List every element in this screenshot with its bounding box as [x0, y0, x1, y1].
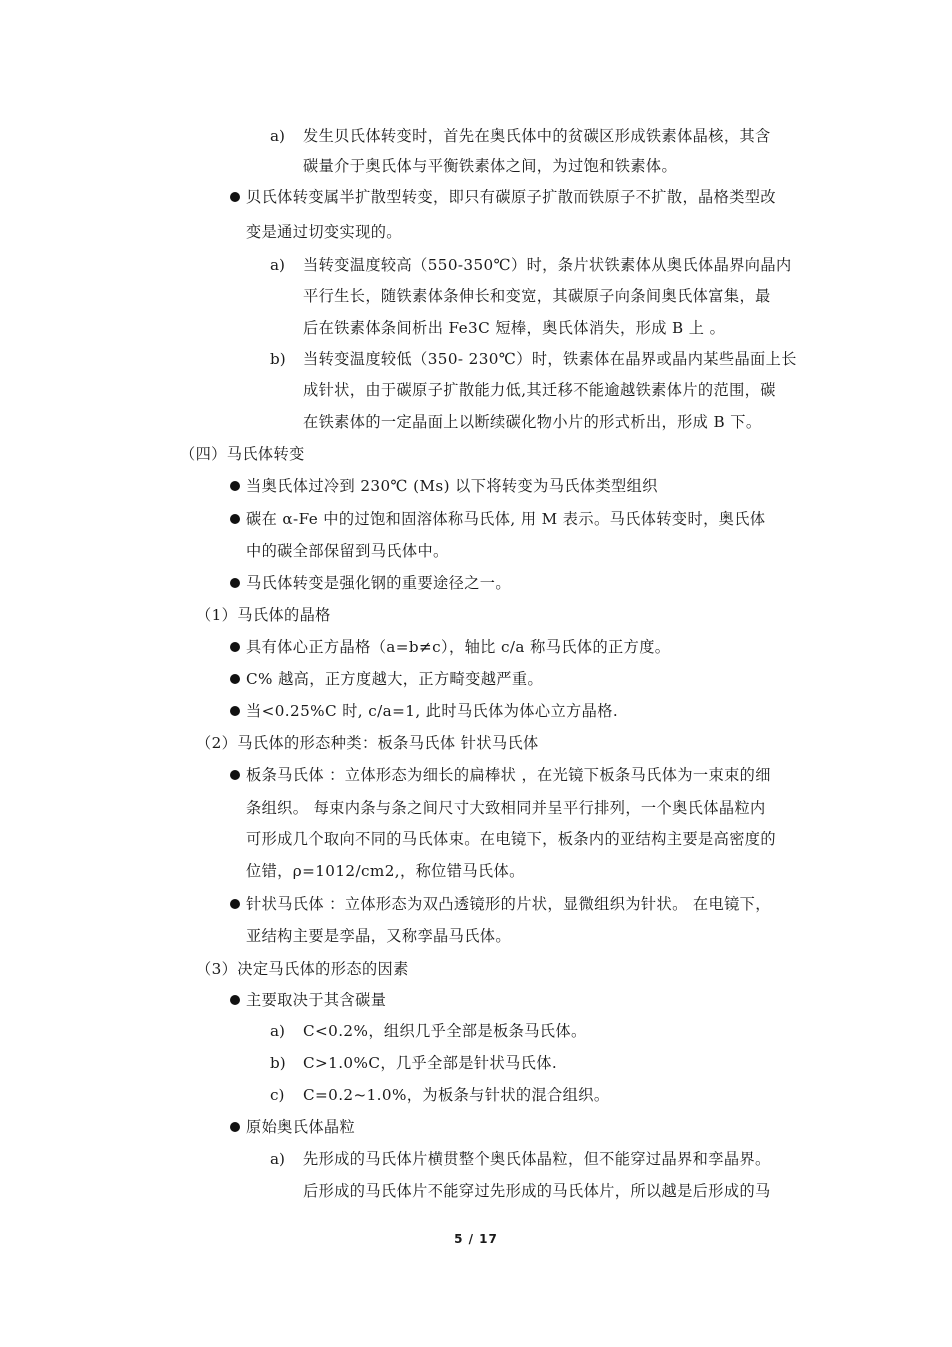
subsection-heading: （3）决定马氏体的形态的因素: [196, 960, 409, 978]
bullet-text: 亚结构主要是孪晶，又称孪晶马氏体。: [246, 927, 511, 945]
sub-item-text: C=0.2~1.0%，为板条与针状的混合组织。: [303, 1086, 610, 1104]
bullet-text: 当奥氏体过冷到 230℃ (Ms) 以下将转变为马氏体类型组织: [246, 477, 658, 495]
sub-item-text: C>1.0%C，几乎全部是针状马氏体.: [303, 1054, 558, 1072]
list-marker: a): [270, 127, 285, 145]
list-marker: b): [270, 350, 286, 368]
bullet-text: 碳在 α-Fe 中的过饱和固溶体称马氏体, 用 M 表示。马氏体转变时，奥氏体: [246, 510, 766, 528]
bullet-text: 可形成几个取向不同的马氏体束。在电镜下，板条内的亚结构主要是高密度的: [246, 830, 776, 848]
sub-item-text: 后形成的马氏体片不能穿过先形成的马氏体片，所以越是后形成的马: [303, 1182, 771, 1200]
bullet-text: 主要取决于其含碳量: [246, 991, 387, 1009]
bullet-icon: [230, 770, 240, 780]
list-marker: c): [270, 1086, 285, 1104]
bullet-icon: [230, 514, 240, 524]
list-marker: a): [270, 1150, 285, 1168]
bullet-icon: [230, 481, 240, 491]
sub-item-text: 后在铁素体条间析出 Fe3C 短棒，奥氏体消失，形成 B 上 。: [303, 319, 726, 337]
bullet-text: 变是通过切变实现的。: [246, 223, 402, 241]
bullet-icon: [230, 1122, 240, 1132]
sub-item-text: 当转变温度较低（350- 230℃）时，铁素体在晶界或晶内某些晶面上长: [303, 350, 797, 368]
subsection-heading: （1）马氏体的晶格: [196, 606, 331, 624]
sub-item-text: 平行生长，随铁素体条伸长和变宽，其碳原子向条间奥氏体富集，最: [303, 287, 771, 305]
page-number: 5 / 17: [454, 1232, 498, 1246]
bullet-text: C% 越高，正方度越大，正方畸变越严重。: [246, 670, 544, 688]
sub-item-text: 成针状，由于碳原子扩散能力低,其迁移不能逾越铁素体片的范围，碳: [303, 381, 776, 399]
sub-item-text: 当转变温度较高（550-350℃）时，条片状铁素体从奥氏体晶界向晶内: [303, 256, 792, 274]
sub-item-text: C<0.2%，组织几乎全部是板条马氏体。: [303, 1022, 587, 1040]
sub-item-text: 先形成的马氏体片横贯整个奥氏体晶粒，但不能穿过晶界和孪晶界。: [303, 1150, 771, 1168]
bullet-icon: [230, 578, 240, 588]
list-marker: b): [270, 1054, 286, 1072]
list-marker: a): [270, 256, 285, 274]
bullet-text: 中的碳全部保留到马氏体中。: [246, 542, 449, 560]
bullet-icon: [230, 899, 240, 909]
bullet-text: 具有体心正方晶格（a=b≠c），轴比 c/a 称马氏体的正方度。: [246, 638, 671, 656]
bullet-text: 当<0.25%C 时, c/a=1, 此时马氏体为体心立方晶格.: [246, 702, 619, 720]
subsection-heading: （2）马氏体的形态种类：板条马氏体 针状马氏体: [196, 734, 539, 752]
section-heading: （四）马氏体转变: [180, 445, 305, 463]
bullet-text: 板条马氏体 ：立体形态为细长的扁棒状 ，在光镜下板条马氏体为一束束的细: [246, 766, 771, 784]
bullet-text: 条组织。 每束内条与条之间尺寸大致相同并呈平行排列，一个奥氏体晶粒内: [246, 799, 766, 817]
bullet-icon: [230, 674, 240, 684]
bullet-icon: [230, 192, 240, 202]
bullet-text: 针状马氏体 ：立体形态为双凸透镜形的片状，显微组织为针状。 在电镜下，: [246, 895, 771, 913]
bullet-icon: [230, 642, 240, 652]
bullet-icon: [230, 995, 240, 1005]
bullet-text: 位错，ρ=1012/cm2,，称位错马氏体。: [246, 862, 525, 880]
bullet-text: 马氏体转变是强化钢的重要途径之一。: [246, 574, 511, 592]
list-marker: a): [270, 1022, 285, 1040]
sub-item-text: 碳量介于奥氏体与平衡铁素体之间，为过饱和铁素体。: [303, 157, 678, 175]
bullet-text: 贝氏体转变属半扩散型转变，即只有碳原子扩散而铁原子不扩散，晶格类型改: [246, 188, 776, 206]
sub-item-text: 在铁素体的一定晶面上以断续碳化物小片的形式析出，形成 B 下。: [303, 413, 762, 431]
bullet-text: 原始奥氏体晶粒: [246, 1118, 356, 1136]
bullet-icon: [230, 706, 240, 716]
sub-item-text: 发生贝氏体转变时，首先在奥氏体中的贫碳区形成铁素体晶核，其含: [303, 127, 771, 145]
